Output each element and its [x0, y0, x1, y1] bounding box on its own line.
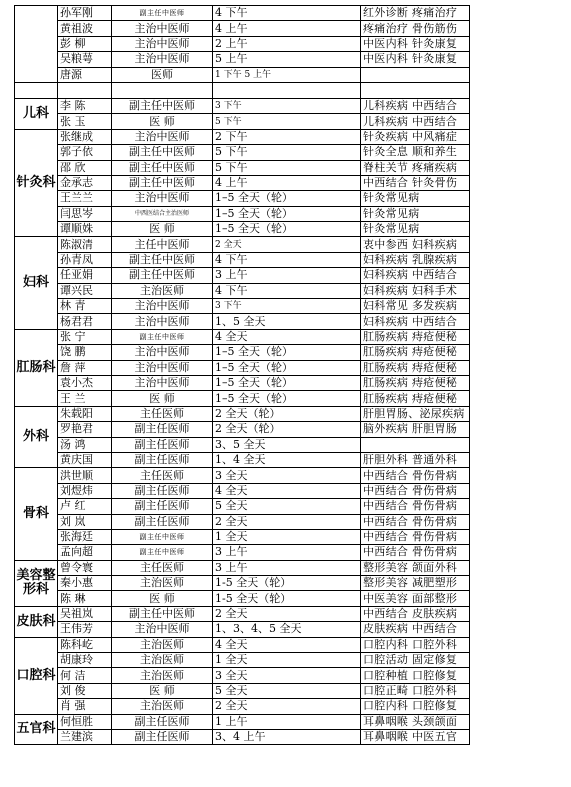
table-row: [15, 299, 470, 314]
specialty-cell: 肛肠疾病 痔疮便秘: [361, 391, 470, 406]
doctor-name-cell: 胡康玲: [58, 653, 112, 668]
clinic-time-cell: 4 全天: [213, 483, 361, 498]
clinic-time-cell: 3 全天: [213, 468, 361, 483]
table-row: [15, 468, 470, 483]
doctor-title-cell: 主治中医师: [112, 129, 213, 144]
specialty-cell: 脊柱关节 疼痛疾病: [361, 160, 470, 175]
doctor-title-cell: 医 师: [112, 683, 213, 698]
doctor-title-cell: 主任医师: [112, 468, 213, 483]
doctor-title-cell: 主治医师: [112, 668, 213, 683]
table-row: [15, 668, 470, 683]
specialty-cell: 儿科疾病 中西结合: [361, 114, 470, 129]
clinic-time-cell: 3 上午: [213, 545, 361, 560]
table-row: [15, 729, 470, 744]
specialty-cell: 中西结合 骨伤骨病: [361, 545, 470, 560]
clinic-time-cell: 3、5 全天: [213, 437, 361, 452]
empty-cell: [15, 82, 58, 98]
doctor-name-cell: 秦小惠: [58, 576, 112, 591]
clinic-time-cell: 2 全天: [213, 699, 361, 714]
specialty-cell: 针灸常见病: [361, 222, 470, 237]
table-row: [15, 222, 470, 237]
doctor-name-cell: 金承志: [58, 175, 112, 190]
doctor-name-cell: 吴粮萼: [58, 52, 112, 67]
doctor-name-cell: 吴祖岚: [58, 606, 112, 621]
table-row: [15, 175, 470, 190]
specialty-cell: 整形美容 颌面外科: [361, 560, 470, 575]
clinic-time-cell: 3 上午: [213, 268, 361, 283]
doctor-name-cell: 张 玉: [58, 114, 112, 129]
specialty-cell: 中西结合 皮肤疾病: [361, 606, 470, 621]
specialty-cell: 中西结合 骨伤骨病: [361, 514, 470, 529]
table-row: [15, 714, 470, 729]
doctor-title-cell: 医 师: [112, 222, 213, 237]
doctor-title-cell: 医师: [112, 67, 213, 82]
table-row: [15, 437, 470, 452]
doctor-name-cell: 罗艳君: [58, 422, 112, 437]
specialty-cell: 整形美容 减肥塑形: [361, 576, 470, 591]
doctor-name-cell: 陈 琳: [58, 591, 112, 606]
doctor-name-cell: 饶 鹏: [58, 345, 112, 360]
doctor-name-cell: 刘煜炜: [58, 483, 112, 498]
specialty-cell: 肛肠疾病 痔疮便秘: [361, 375, 470, 390]
table-row: [15, 637, 470, 652]
doctor-name-cell: 彭 柳: [58, 36, 112, 51]
clinic-time-cell: 2 全天: [213, 237, 361, 252]
clinic-time-cell: 1–5 全天（轮）: [213, 222, 361, 237]
department-cell: 骨科: [15, 468, 58, 560]
doctor-title-cell: 主治中医师: [112, 299, 213, 314]
doctor-title-cell: 主任医师: [112, 406, 213, 421]
doctor-name-cell: 曾令寰: [58, 560, 112, 575]
doctor-title-cell: 主治医师: [112, 283, 213, 298]
doctor-title-cell: 主治中医师: [112, 314, 213, 329]
clinic-time-cell: 4 下午: [213, 283, 361, 298]
specialty-cell: 肛肠疾病 痔疮便秘: [361, 345, 470, 360]
doctor-title-cell: 副主任医师: [112, 422, 213, 437]
doctor-name-cell: 詹 萍: [58, 360, 112, 375]
specialty-cell: 衷中参西 妇科疾病: [361, 237, 470, 252]
doctor-name-cell: 任亚娟: [58, 268, 112, 283]
table-row: [15, 314, 470, 329]
doctor-name-cell: 闫思岑: [58, 206, 112, 221]
doctor-title-cell: 副主任医师: [112, 714, 213, 729]
empty-cell: [361, 82, 470, 98]
clinic-time-cell: 1–5 全天（轮）: [213, 391, 361, 406]
doctor-title-cell: 主治中医师: [112, 375, 213, 390]
doctor-title-cell: 副主任医师: [112, 483, 213, 498]
table-row: [15, 391, 470, 406]
specialty-cell: 肛肠疾病 痔疮便秘: [361, 329, 470, 344]
specialty-cell: 肝胆外科 普通外科: [361, 452, 470, 467]
table-row: [15, 545, 470, 560]
department-cell: 皮肤科: [15, 606, 58, 637]
specialty-cell: [361, 437, 470, 452]
doctor-name-cell: 谭兴民: [58, 283, 112, 298]
clinic-time-cell: 5 下午: [213, 160, 361, 175]
clinic-time-cell: 4 下午: [213, 6, 361, 21]
specialty-cell: 中医内科 针灸康复: [361, 52, 470, 67]
doctor-title-cell: 副主任中医师: [112, 175, 213, 190]
doctor-name-cell: 陈科屹: [58, 637, 112, 652]
specialty-cell: 口腔内科 口腔修复: [361, 699, 470, 714]
doctor-title-cell: 主治中医师: [112, 52, 213, 67]
doctor-name-cell: 张海廷: [58, 529, 112, 544]
specialty-cell: 中西结合 骨伤骨病: [361, 499, 470, 514]
clinic-time-cell: 1-5 全天（轮）: [213, 591, 361, 606]
doctor-name-cell: 朱载阳: [58, 406, 112, 421]
table-row: [15, 67, 470, 82]
table-row: [15, 360, 470, 375]
table-row: [15, 252, 470, 267]
table-row: [15, 499, 470, 514]
clinic-time-cell: 2 全天（轮）: [213, 422, 361, 437]
department-cell: 外科: [15, 406, 58, 468]
table-row: [15, 237, 470, 252]
table-row: [15, 345, 470, 360]
table-row: [15, 191, 470, 206]
doctor-title-cell: 副主任医师: [112, 514, 213, 529]
doctor-title-cell: 主任中医师: [112, 237, 213, 252]
doctor-title-cell: 医 师: [112, 591, 213, 606]
table-row: [15, 268, 470, 283]
clinic-time-cell: 1-5 全天（轮）: [213, 576, 361, 591]
doctor-name-cell: 张 宁: [58, 329, 112, 344]
doctor-title-cell: 中西医结合主治医师: [112, 206, 213, 221]
table-row: [15, 591, 470, 606]
doctor-name-cell: 袁小杰: [58, 375, 112, 390]
clinic-time-cell: 5 全天: [213, 683, 361, 698]
doctor-name-cell: 黄庆国: [58, 452, 112, 467]
clinic-time-cell: 2 全天: [213, 514, 361, 529]
specialty-cell: 中西结合 骨伤骨病: [361, 483, 470, 498]
doctor-title-cell: 主治中医师: [112, 21, 213, 36]
clinic-time-cell: 4 上午: [213, 21, 361, 36]
doctor-name-cell: 孟向超: [58, 545, 112, 560]
specialty-cell: 妇科常见 多发疾病: [361, 299, 470, 314]
clinic-schedule-table: [14, 5, 470, 745]
table-row: [15, 36, 470, 51]
specialty-cell: [361, 67, 470, 82]
specialty-cell: 肛肠疾病 痔疮便秘: [361, 360, 470, 375]
table-row: [15, 375, 470, 390]
table-row: [15, 622, 470, 637]
clinic-time-cell: 5 上午: [213, 52, 361, 67]
doctor-name-cell: 何恒胜: [58, 714, 112, 729]
table-row: [15, 98, 470, 113]
specialty-cell: 针灸常见病: [361, 191, 470, 206]
specialty-cell: 针灸疾病 中风痛症: [361, 129, 470, 144]
doctor-name-cell: 谭顺姝: [58, 222, 112, 237]
table-row: [15, 576, 470, 591]
clinic-time-cell: 5 下午: [213, 114, 361, 129]
department-cell: 口腔科: [15, 637, 58, 714]
specialty-cell: 针灸常见病: [361, 206, 470, 221]
table-row: [15, 653, 470, 668]
clinic-time-cell: 1、4 全天: [213, 452, 361, 467]
department-cell: 针灸科: [15, 129, 58, 237]
empty-cell: [213, 82, 361, 98]
clinic-time-cell: 1–5 全天（轮）: [213, 191, 361, 206]
doctor-title-cell: 副主任中医师: [112, 98, 213, 113]
specialty-cell: 口腔内科 口腔外科: [361, 637, 470, 652]
doctor-title-cell: 主治医师: [112, 637, 213, 652]
doctor-name-cell: 何 洁: [58, 668, 112, 683]
specialty-cell: 口腔正畸 口腔外科: [361, 683, 470, 698]
empty-cell: [112, 82, 213, 98]
clinic-time-cell: 1、5 全天: [213, 314, 361, 329]
table-row: [15, 452, 470, 467]
clinic-time-cell: 1–5 全天（轮）: [213, 345, 361, 360]
clinic-time-cell: 1、3、4、5 全天: [213, 622, 361, 637]
table-row: [15, 52, 470, 67]
doctor-title-cell: 副主任医师: [112, 437, 213, 452]
specialty-cell: 疼痛治疗 骨伤筋伤: [361, 21, 470, 36]
specialty-cell: 中西结合 针灸骨伤: [361, 175, 470, 190]
table-row: [15, 560, 470, 575]
doctor-title-cell: 主治医师: [112, 576, 213, 591]
table-row: [15, 129, 470, 144]
doctor-title-cell: 主治中医师: [112, 622, 213, 637]
clinic-time-cell: 1–5 全天（轮）: [213, 206, 361, 221]
doctor-title-cell: 主治中医师: [112, 345, 213, 360]
clinic-time-cell: 2 下午: [213, 129, 361, 144]
clinic-time-cell: 2 上午: [213, 36, 361, 51]
doctor-name-cell: 刘 岚: [58, 514, 112, 529]
clinic-time-cell: 3、4 上午: [213, 729, 361, 744]
specialty-cell: 妇科疾病 中西结合: [361, 268, 470, 283]
clinic-time-cell: 1 全天: [213, 529, 361, 544]
specialty-cell: 中医美容 面部整形: [361, 591, 470, 606]
department-cell: [15, 6, 58, 83]
doctor-name-cell: 郭子依: [58, 145, 112, 160]
specialty-cell: 皮肤疾病 中西结合: [361, 622, 470, 637]
clinic-time-cell: 2 全天（轮）: [213, 406, 361, 421]
doctor-name-cell: 刘 俊: [58, 683, 112, 698]
specialty-cell: 中医内科 针灸康复: [361, 36, 470, 51]
clinic-time-cell: 3 下午: [213, 98, 361, 113]
department-cell: 美容整形科: [15, 560, 58, 606]
doctor-name-cell: 肖 强: [58, 699, 112, 714]
doctor-name-cell: 孙军刚: [58, 6, 112, 21]
clinic-time-cell: 4 全天: [213, 637, 361, 652]
specialty-cell: 中西结合 骨伤骨病: [361, 468, 470, 483]
doctor-title-cell: 副主任中医师: [112, 545, 213, 560]
clinic-time-cell: 2 全天: [213, 606, 361, 621]
table-row: [15, 406, 470, 421]
table-row: [15, 283, 470, 298]
doctor-title-cell: 副主任中医师: [112, 160, 213, 175]
department-cell: 儿科: [15, 98, 58, 129]
doctor-title-cell: 副主任中医师: [112, 606, 213, 621]
doctor-name-cell: 李 陈: [58, 98, 112, 113]
clinic-time-cell: 5 全天: [213, 499, 361, 514]
doctor-title-cell: 副主任医师: [112, 729, 213, 744]
clinic-time-cell: 1–5 全天（轮）: [213, 360, 361, 375]
doctor-title-cell: 副主任中医师: [112, 145, 213, 160]
table-row: [15, 422, 470, 437]
table-row: [15, 160, 470, 175]
doctor-title-cell: 医 师: [112, 114, 213, 129]
specialty-cell: 中西结合 骨伤骨病: [361, 529, 470, 544]
doctor-name-cell: 洪世顺: [58, 468, 112, 483]
clinic-time-cell: 4 上午: [213, 175, 361, 190]
table-row: [15, 329, 470, 344]
table-row: [15, 6, 470, 21]
doctor-title-cell: 副主任中医师: [112, 329, 213, 344]
doctor-title-cell: 主治中医师: [112, 360, 213, 375]
specialty-cell: 耳鼻咽喉 头颈颌面: [361, 714, 470, 729]
doctor-name-cell: 王伟芳: [58, 622, 112, 637]
empty-cell: [58, 82, 112, 98]
clinic-time-cell: 1 全天: [213, 653, 361, 668]
doctor-title-cell: 主治医师: [112, 699, 213, 714]
table-row: [15, 21, 470, 36]
specialty-cell: 口腔活动 固定修复: [361, 653, 470, 668]
doctor-name-cell: 张继成: [58, 129, 112, 144]
clinic-time-cell: 3 下午: [213, 299, 361, 314]
specialty-cell: 红外诊断 疼痛治疗: [361, 6, 470, 21]
clinic-time-cell: 1 上午: [213, 714, 361, 729]
table-row: [15, 683, 470, 698]
department-cell: 五官科: [15, 714, 58, 745]
specialty-cell: 耳鼻咽喉 中医五官: [361, 729, 470, 744]
department-cell: 妇科: [15, 237, 58, 329]
clinic-time-cell: 1 下午 5 上午: [213, 67, 361, 82]
doctor-name-cell: 王兰兰: [58, 191, 112, 206]
doctor-title-cell: 副主任医师: [112, 499, 213, 514]
clinic-time-cell: 3 上午: [213, 560, 361, 575]
doctor-name-cell: 林 青: [58, 299, 112, 314]
doctor-title-cell: 主治医师: [112, 653, 213, 668]
table-row: [15, 206, 470, 221]
clinic-time-cell: 4 下午: [213, 252, 361, 267]
doctor-name-cell: 陈淑清: [58, 237, 112, 252]
doctor-name-cell: 汤 鸿: [58, 437, 112, 452]
doctor-title-cell: 主治中医师: [112, 191, 213, 206]
doctor-title-cell: 副主任中医师: [112, 529, 213, 544]
table-row: [15, 145, 470, 160]
specialty-cell: 妇科疾病 乳腺疾病: [361, 252, 470, 267]
doctor-title-cell: 副主任医师: [112, 452, 213, 467]
doctor-title-cell: 副主任中医师: [112, 252, 213, 267]
specialty-cell: 口腔种植 口腔修复: [361, 668, 470, 683]
doctor-name-cell: 唐源: [58, 67, 112, 82]
doctor-title-cell: 副主任中医师: [112, 268, 213, 283]
doctor-title-cell: 主任医师: [112, 560, 213, 575]
doctor-name-cell: 邵 欣: [58, 160, 112, 175]
separator-row: [15, 82, 470, 98]
clinic-time-cell: 3 全天: [213, 668, 361, 683]
doctor-name-cell: 卢 红: [58, 499, 112, 514]
clinic-time-cell: 1–5 全天（轮）: [213, 375, 361, 390]
table-row: [15, 483, 470, 498]
doctor-name-cell: 孙青凤: [58, 252, 112, 267]
schedule-body: [15, 6, 470, 745]
doctor-name-cell: 杨君君: [58, 314, 112, 329]
specialty-cell: 针灸全息 顺和养生: [361, 145, 470, 160]
clinic-time-cell: 4 全天: [213, 329, 361, 344]
clinic-time-cell: 5 下午: [213, 145, 361, 160]
table-row: [15, 606, 470, 621]
specialty-cell: 妇科疾病 中西结合: [361, 314, 470, 329]
doctor-name-cell: 王 兰: [58, 391, 112, 406]
doctor-name-cell: 兰建滨: [58, 729, 112, 744]
specialty-cell: 肝胆胃肠、泌尿疾病: [361, 406, 470, 421]
specialty-cell: 脑外疾病 肝胆胃肠: [361, 422, 470, 437]
doctor-name-cell: 黄祖波: [58, 21, 112, 36]
specialty-cell: 儿科疾病 中西结合: [361, 98, 470, 113]
table-row: [15, 529, 470, 544]
specialty-cell: 妇科疾病 妇科手术: [361, 283, 470, 298]
table-row: [15, 514, 470, 529]
department-cell: 肛肠科: [15, 329, 58, 406]
doctor-title-cell: 医 师: [112, 391, 213, 406]
table-row: [15, 114, 470, 129]
table-row: [15, 699, 470, 714]
doctor-title-cell: 主治中医师: [112, 36, 213, 51]
doctor-title-cell: 副主任中医师: [112, 6, 213, 21]
